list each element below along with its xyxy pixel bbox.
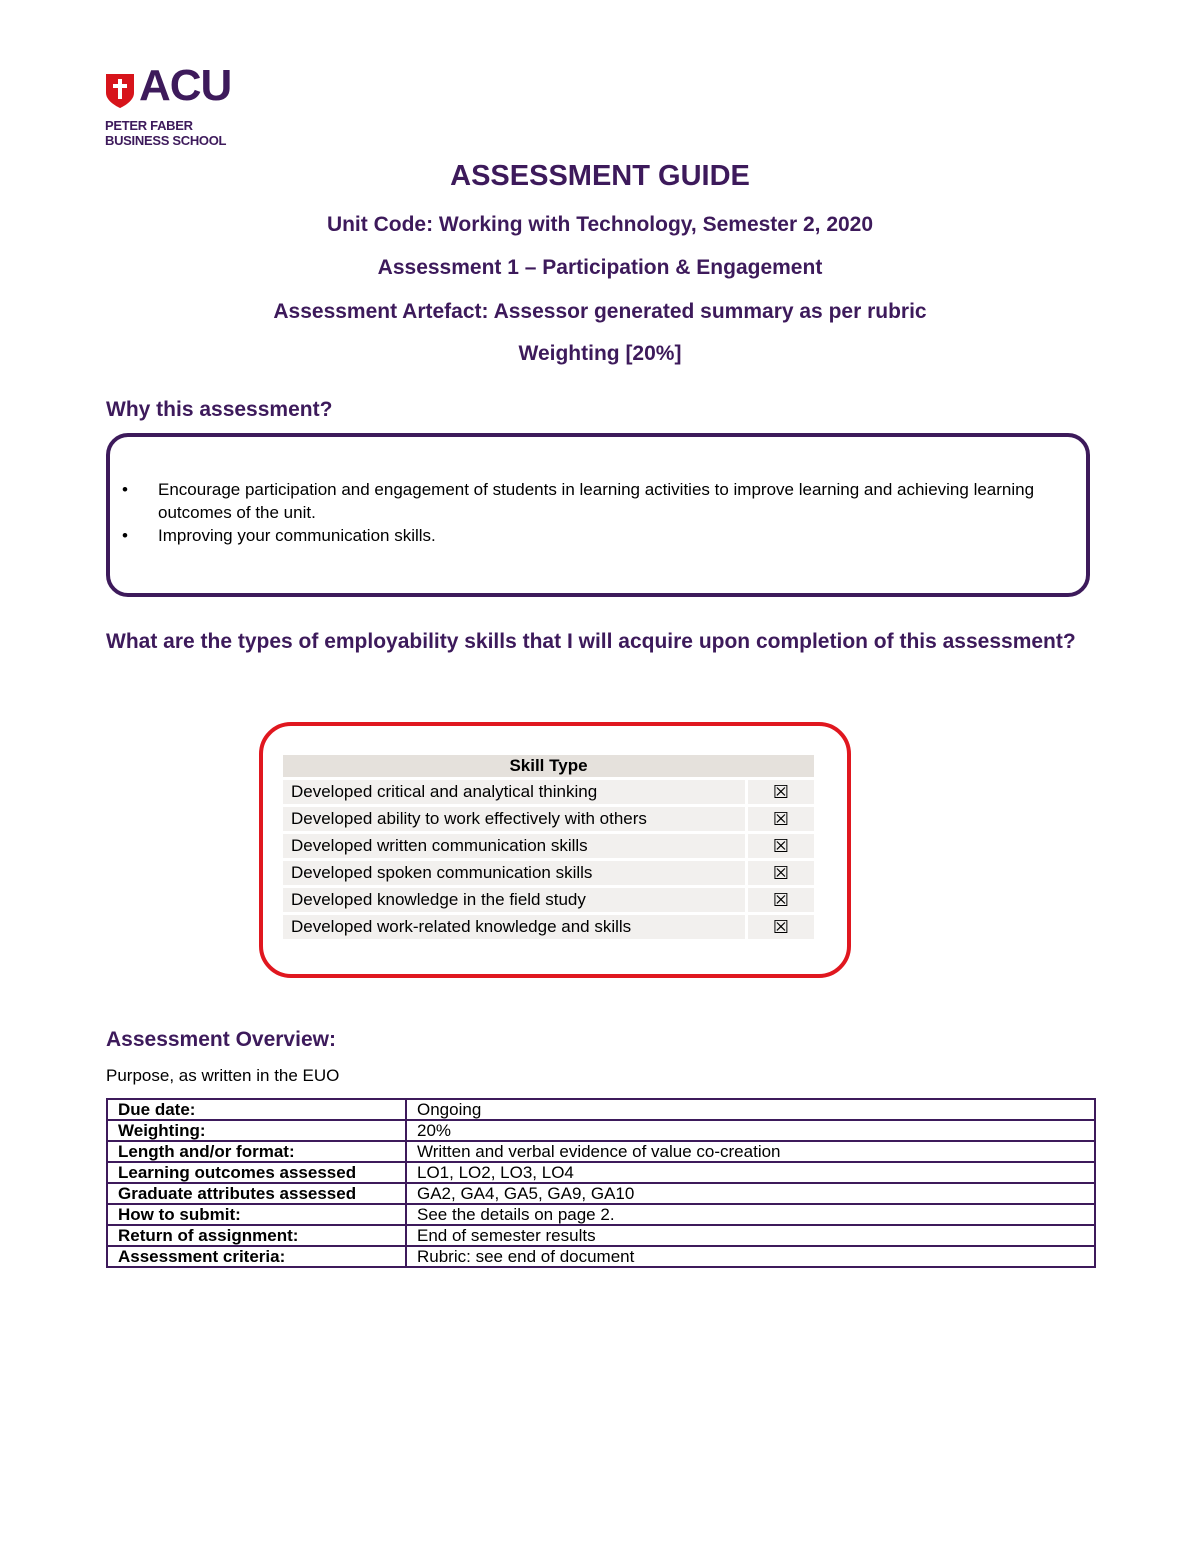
table-header-row (283, 755, 814, 777)
overview-key: Graduate attributes assessed (107, 1183, 406, 1204)
skill-label: Developed spoken communication skills (283, 861, 745, 885)
table-row (107, 1141, 1095, 1162)
overview-key: Assessment criteria: (107, 1246, 406, 1267)
logo-wordmark: ACU (139, 61, 232, 110)
logo-subtitle: PETER FABER BUSINESS SCHOOL (105, 118, 227, 148)
checked-box-icon[interactable]: ☒ (745, 807, 814, 831)
overview-value: LO1, LO2, LO3, LO4 (406, 1162, 1095, 1183)
skill-label: Developed work-related knowledge and skills (283, 915, 745, 939)
table-row (283, 888, 814, 912)
why-list (158, 478, 1088, 547)
table-row (283, 861, 814, 885)
overview-heading: Assessment Overview: (106, 1028, 336, 1051)
overview-key: Due date: (107, 1099, 406, 1120)
acu-logo (105, 61, 255, 150)
checked-box-icon[interactable]: ☒ (745, 834, 814, 858)
skill-label: Developed critical and analytical thinking (283, 780, 745, 804)
overview-key: Learning outcomes assessed (107, 1162, 406, 1183)
list-item: • Encourage participation and engagement of students in learning activities to improve learning and achieving learning outcomes of the unit. (158, 478, 1088, 524)
skill-table (283, 752, 814, 942)
skill-type-header: Skill Type (283, 755, 814, 777)
checked-box-icon[interactable]: ☒ (745, 888, 814, 912)
overview-value: See the details on page 2. (406, 1204, 1095, 1225)
skill-label: Developed knowledge in the field study (283, 888, 745, 912)
table-row (107, 1099, 1095, 1120)
table-row (283, 915, 814, 939)
checked-box-icon[interactable]: ☒ (745, 780, 814, 804)
table-row (107, 1162, 1095, 1183)
table-row (107, 1246, 1095, 1267)
overview-value: Ongoing (406, 1099, 1095, 1120)
table-row (283, 780, 814, 804)
overview-value: Rubric: see end of document (406, 1246, 1095, 1267)
assessment-artefact: Assessment Artefact: Assessor generated summary as per rubric (273, 300, 927, 323)
acu-shield-icon (105, 73, 135, 109)
unit-code: Unit Code: Working with Technology, Semester 2, 2020 (326, 213, 874, 236)
employability-heading: What are the types of employability skills that I will acquire upon completion of this assessment? (106, 630, 1076, 653)
table-row (107, 1204, 1095, 1225)
overview-value: Written and verbal evidence of value co-creation (406, 1141, 1095, 1162)
table-row (107, 1183, 1095, 1204)
checked-box-icon[interactable]: ☒ (745, 915, 814, 939)
page-title: ASSESSMENT GUIDE (450, 160, 750, 192)
table-row (107, 1225, 1095, 1246)
purpose-text: Purpose, as written in the EUO (106, 1066, 340, 1085)
weighting: Weighting [20%] (518, 342, 682, 365)
overview-key: Return of assignment: (107, 1225, 406, 1246)
assessment-name: Assessment 1 – Participation & Engagement (377, 256, 823, 279)
overview-table (106, 1098, 1096, 1268)
overview-value: End of semester results (406, 1225, 1095, 1246)
overview-key: Weighting: (107, 1120, 406, 1141)
table-row (107, 1120, 1095, 1141)
table-row (283, 807, 814, 831)
skill-label: Developed ability to work effectively with others (283, 807, 745, 831)
overview-value: 20% (406, 1120, 1095, 1141)
overview-key: Length and/or format: (107, 1141, 406, 1162)
overview-key: How to submit: (107, 1204, 406, 1225)
overview-value: GA2, GA4, GA5, GA9, GA10 (406, 1183, 1095, 1204)
checked-box-icon[interactable]: ☒ (745, 861, 814, 885)
list-item: • Improving your communication skills. (158, 524, 1088, 547)
table-row (283, 834, 814, 858)
why-heading: Why this assessment? (106, 398, 333, 421)
skill-label: Developed written communication skills (283, 834, 745, 858)
